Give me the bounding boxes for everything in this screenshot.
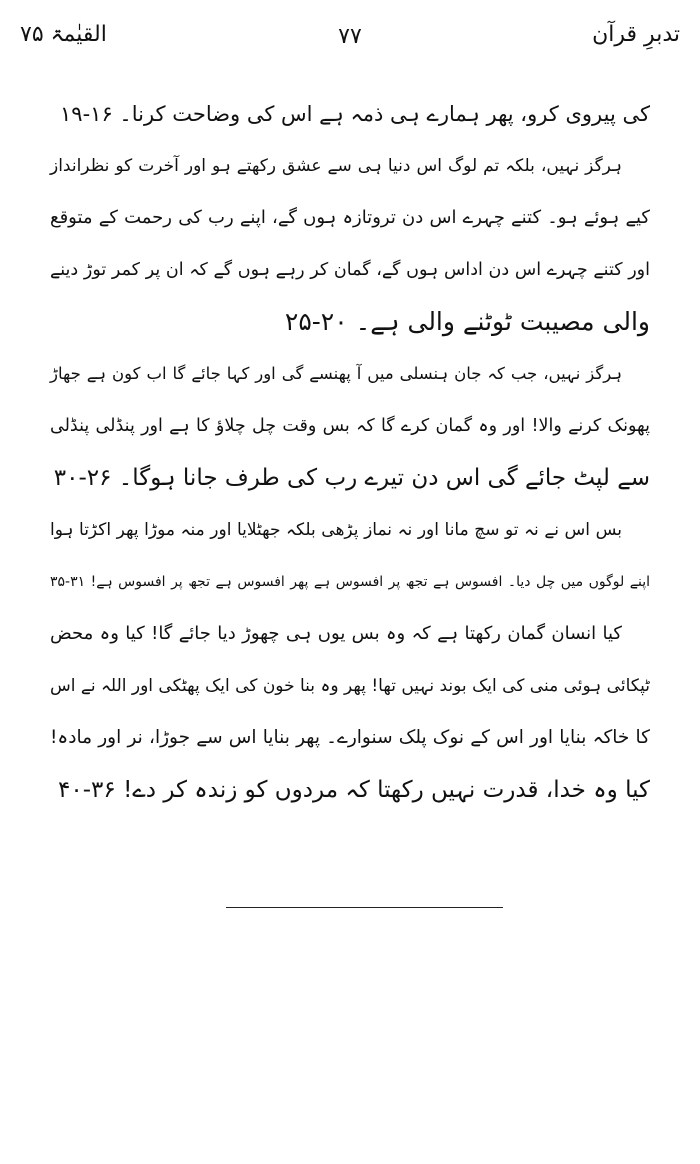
paragraph xyxy=(50,88,650,140)
section-end-rule xyxy=(226,907,503,908)
translation-text xyxy=(50,88,650,816)
paragraph xyxy=(50,140,650,348)
text-line: اپنے لوگوں میں چل دیا۔ افسوس ہے تجھ پر افسوس ہے پھر افسوس ہے تجھ پر افسوس ہے! ۳۱-۳۵ xyxy=(50,574,650,590)
text-line: ہرگز نہیں، جب کہ جان ہنسلی میں آ پھنسے گی اور کہا جائے گا اب کون ہے جھاڑ xyxy=(50,364,622,383)
page-number: ٧٧ xyxy=(338,24,362,49)
text-line: ہرگز نہیں، بلکہ تم لوگ اس دنیا ہی سے عشق رکھتے ہو اور آخرت کو نظرانداز xyxy=(50,156,622,176)
text-line: ٹپکائی ہوئی منی کی ایک بوند نہیں تھا! پھر وہ بنا خون کی ایک پھٹکی اور اللہ نے اس xyxy=(50,676,650,696)
text-line: بس اس نے نہ تو سچ مانا اور نہ نماز پڑھی بلکہ جھٹلایا اور منہ موڑا پھر اکڑتا ہوا xyxy=(50,520,622,540)
paragraph xyxy=(50,348,650,504)
text-line: کیا وہ خدا، قدرت نہیں رکھتا کہ مردوں کو زندہ کر دے! ۳۶-۴۰ xyxy=(58,777,650,803)
book-title: تدبرِ قرآن xyxy=(592,22,680,47)
paragraph xyxy=(50,504,650,816)
text-line: کا خاکہ بنایا اور اس کے نوک پلک سنوارے۔ پھر بنایا اس سے جوڑا، نر اور مادہ! xyxy=(50,727,650,748)
text-line: اور کتنے چہرے اس دن اداس ہوں گے، گمان کر رہے ہوں گے کہ ان پر کمر توڑ دینے xyxy=(50,260,650,280)
surah-name: القیٰمۃ ۷۵ xyxy=(20,22,107,47)
text-line: کیا انسان گمان رکھتا ہے کہ وہ بس یوں ہی چھوڑ دیا جائے گا! کیا وہ محض xyxy=(50,623,622,644)
text-line: کیے ہوئے ہو۔ کتنے چہرے اس دن تروتازہ ہوں گے، اپنے رب کی رحمت کے متوقع xyxy=(50,207,650,228)
text-line: پھونک کرنے والا! اور وہ گمان کرے گا کہ بس وقت چل چلاؤ کا ہے اور پنڈلی پنڈلی xyxy=(50,416,650,436)
page-header xyxy=(20,22,680,62)
text-line: کی پیروی کرو، پھر ہمارے ہی ذمہ ہے اس کی وضاحت کرنا۔ ۱۶-۱۹ xyxy=(60,102,650,126)
text-line: والی مصیبت ٹوٹنے والی ہے۔ ۲۰-۲۵ xyxy=(284,307,650,336)
text-line: سے لپٹ جائے گی اس دن تیرے رب کی طرف جانا ہوگا۔ ۲۶-۳۰ xyxy=(53,465,650,491)
